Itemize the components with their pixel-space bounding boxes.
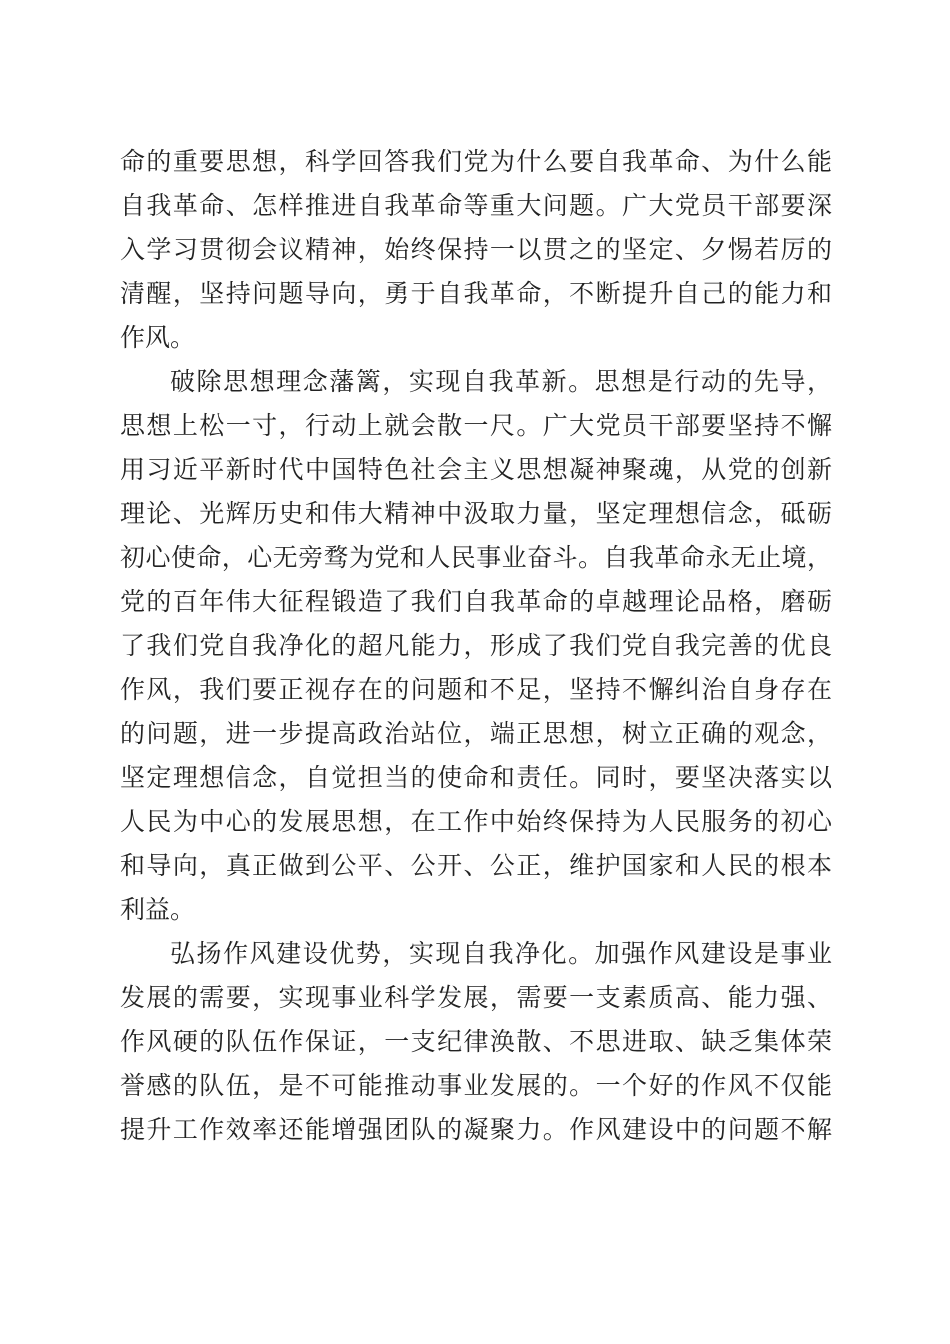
paragraph-continuation [120,140,832,360]
text-line: 初心使命，心无旁骛为党和人民事业奋斗。自我革命永无止境， [120,543,832,572]
text-line: 作风。 [120,323,196,352]
text-line: 自我革命、怎样推进自我革命等重大问题。广大党员干部要深 [120,191,832,220]
text-line: 用习近平新时代中国特色社会主义思想凝神聚魂，从党的创新 [120,455,832,484]
text-line: 弘扬作风建设优势，实现自我净化。加强作风建设是事业 [170,939,832,968]
text-line: 提升工作效率还能增强团队的凝聚力。作风建设中的问题不解 [120,1115,832,1144]
text-line: 破除思想理念藩篱，实现自我革新。思想是行动的先导， [170,367,832,396]
text-line: 誉感的队伍，是不可能推动事业发展的。一个好的作风不仅能 [120,1071,832,1100]
paragraph-self-purification [120,932,832,1152]
text-line: 思想上松一寸，行动上就会散一尺。广大党员干部要坚持不懈 [120,411,832,440]
text-line: 命的重要思想，科学回答我们党为什么要自我革命、为什么能 [120,147,832,176]
text-line: 的问题，进一步提高政治站位，端正思想，树立正确的观念， [120,719,832,748]
text-line: 坚定理想信念，自觉担当的使命和责任。同时，要坚决落实以 [120,763,832,792]
body-text [120,140,832,1152]
text-line: 入学习贯彻会议精神，始终保持一以贯之的坚定、夕惕若厉的 [120,235,832,264]
text-line: 清醒，坚持问题导向，勇于自我革命，不断提升自己的能力和 [120,279,832,308]
text-line: 党的百年伟大征程锻造了我们自我革命的卓越理论品格，磨砺 [120,587,832,616]
text-line: 理论、光辉历史和伟大精神中汲取力量，坚定理想信念，砥砺 [120,499,832,528]
text-line: 人民为中心的发展思想，在工作中始终保持为人民服务的初心 [120,807,832,836]
text-line: 利益。 [120,895,196,924]
text-line: 和导向，真正做到公平、公开、公正，维护国家和人民的根本 [120,851,832,880]
text-line: 作风硬的队伍作保证，一支纪律涣散、不思进取、缺乏集体荣 [120,1027,832,1056]
text-line: 作风，我们要正视存在的问题和不足，坚持不懈纠治自身存在 [120,675,832,704]
text-line: 了我们党自我净化的超凡能力，形成了我们党自我完善的优良 [120,631,832,660]
text-line: 发展的需要，实现事业科学发展，需要一支素质高、能力强、 [120,983,832,1012]
paragraph-self-renewal [120,360,832,932]
